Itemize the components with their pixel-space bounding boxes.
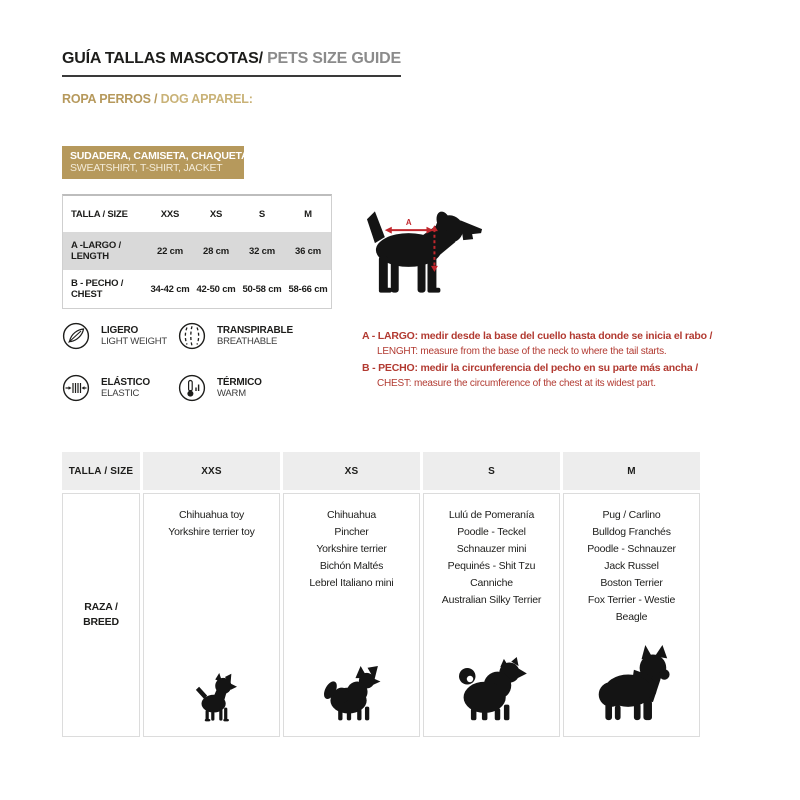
header-cell: M (304, 208, 312, 220)
spitz-silhouette (454, 657, 530, 723)
row-label: A -LARGO / LENGTH (71, 240, 121, 262)
breed-header-size: TALLA / SIZE (62, 452, 140, 490)
feature-label-en: WARM (217, 388, 246, 399)
page-title-es: GUÍA TALLAS MASCOTAS/ (62, 50, 263, 67)
breed-item: Yorkshire terrier (316, 543, 387, 555)
size-measurements-table (62, 194, 332, 309)
breed-item: Poodle - Teckel (457, 526, 526, 538)
breed-item: Jack Russel (604, 560, 659, 572)
breed-header-s: S (423, 452, 560, 490)
breed-item: Lulú de Pomeranía (448, 509, 535, 521)
cell-value: 58-66 cm (288, 283, 328, 295)
cell-value: 34-42 cm (150, 283, 190, 295)
feather-icon (62, 322, 90, 350)
cell-value: 50-58 cm (242, 283, 282, 295)
elastic-icon (62, 374, 90, 402)
note-pecho-es: B - PECHO: medir la circunferencia del pecho en su parte más ancha / (362, 362, 698, 374)
feature-label-en: ELASTIC (101, 388, 140, 399)
feature-label-es: ELÁSTICO (101, 377, 150, 388)
cell-value: 42-50 cm (196, 283, 236, 295)
section-subtitle (62, 92, 253, 106)
subtitle-es: ROPA PERROS / (62, 92, 158, 106)
breed-cell-m (563, 493, 700, 737)
header-cell: XS (209, 208, 223, 220)
breed-item: Pug / Carlino (602, 509, 661, 521)
papillon-silhouette (319, 666, 385, 723)
breed-row-label-cell (62, 493, 140, 737)
note-length-en: LENGHT: measure from the base of the neck to where the tail starts. (377, 346, 667, 357)
breed-item: Pincher (334, 526, 369, 538)
breed-header-xxs: XXS (143, 452, 280, 490)
feature-label-es: TRANSPIRABLE (217, 325, 293, 336)
breed-item: Australian Silky Terrier (441, 594, 542, 606)
feature-breathable (178, 322, 293, 350)
breed-header-xs: XS (283, 452, 420, 490)
breed-item: Pequinés - Shit Tzu (447, 560, 536, 572)
cell-value: 36 cm (295, 245, 321, 257)
dog-measurement-diagram (364, 204, 488, 304)
feature-label-es: LIGERO (101, 325, 139, 336)
breathable-icon (178, 322, 206, 350)
feature-warm (178, 374, 262, 402)
breed-cell-s (423, 493, 560, 737)
dog-silhouette-measure (364, 204, 488, 299)
feature-label-en: LIGHT WEIGHT (101, 336, 168, 347)
breed-cell-xs (283, 493, 420, 737)
product-label-en: SWEATSHIRT, T-SHIRT, JACKET (70, 162, 223, 174)
breed-item: Fox Terrier - Westie (587, 594, 676, 606)
product-category-badge (62, 146, 252, 179)
feature-label-en: BREATHABLE (217, 336, 278, 347)
breed-header-m: M (563, 452, 700, 490)
breed-item: Beagle (615, 611, 648, 623)
breed-item: Boston Terrier (600, 577, 663, 589)
feature-elastic (62, 374, 150, 402)
note-largo-es: A - LARGO: medir desde la base del cuello hasta donde se inicia el rabo / (362, 330, 713, 342)
table-row-chest (63, 270, 331, 308)
breed-cell-xxs (143, 493, 280, 737)
header-cell: S (258, 208, 266, 220)
breed-item: Bulldog Franchés (592, 526, 671, 538)
product-label-es: SUDADERA, CAMISETA, CHAQUETA/ (70, 150, 252, 162)
french-bulldog-silhouette (590, 645, 674, 723)
table-header-row (63, 196, 331, 232)
breed-item: Lebrel Italiano mini (309, 577, 394, 589)
note-chest-en: CHEST: measure the circumference of the chest at its widest part. (377, 378, 656, 389)
arrow-a-label: A (405, 218, 412, 228)
header-cell: XXS (160, 208, 180, 220)
page-title (62, 50, 401, 77)
breed-item: Chihuahua (327, 509, 376, 521)
subtitle-en: DOG APPAREL: (157, 92, 253, 106)
row-label: B - PECHO / CHEST (71, 278, 124, 300)
breed-item: Yorkshire terrier toy (168, 526, 255, 538)
thermometer-icon (178, 374, 206, 402)
breed-item: Bichón Maltés (319, 560, 384, 572)
cell-value: 22 cm (157, 245, 183, 257)
breed-item: Schnauzer mini (456, 543, 527, 555)
page-title-en: PETS SIZE GUIDE (262, 50, 401, 67)
chihuahua-silhouette (186, 673, 238, 723)
page-header (62, 50, 401, 77)
cell-value: 32 cm (249, 245, 275, 257)
breed-item: Chihuahua toy (178, 509, 245, 521)
feature-lightweight (62, 322, 167, 350)
breed-item: Poodle - Schnauzer (587, 543, 676, 555)
feature-label-es: TÉRMICO (217, 377, 262, 388)
row-label-raza: RAZA / (84, 601, 118, 613)
measuring-instructions (362, 329, 762, 393)
cell-value: 28 cm (203, 245, 229, 257)
breed-item: Canniche (470, 577, 513, 589)
table-row-length (63, 232, 331, 270)
header-cell: TALLA / SIZE (71, 208, 128, 220)
row-label-breed: BREED (83, 616, 119, 628)
